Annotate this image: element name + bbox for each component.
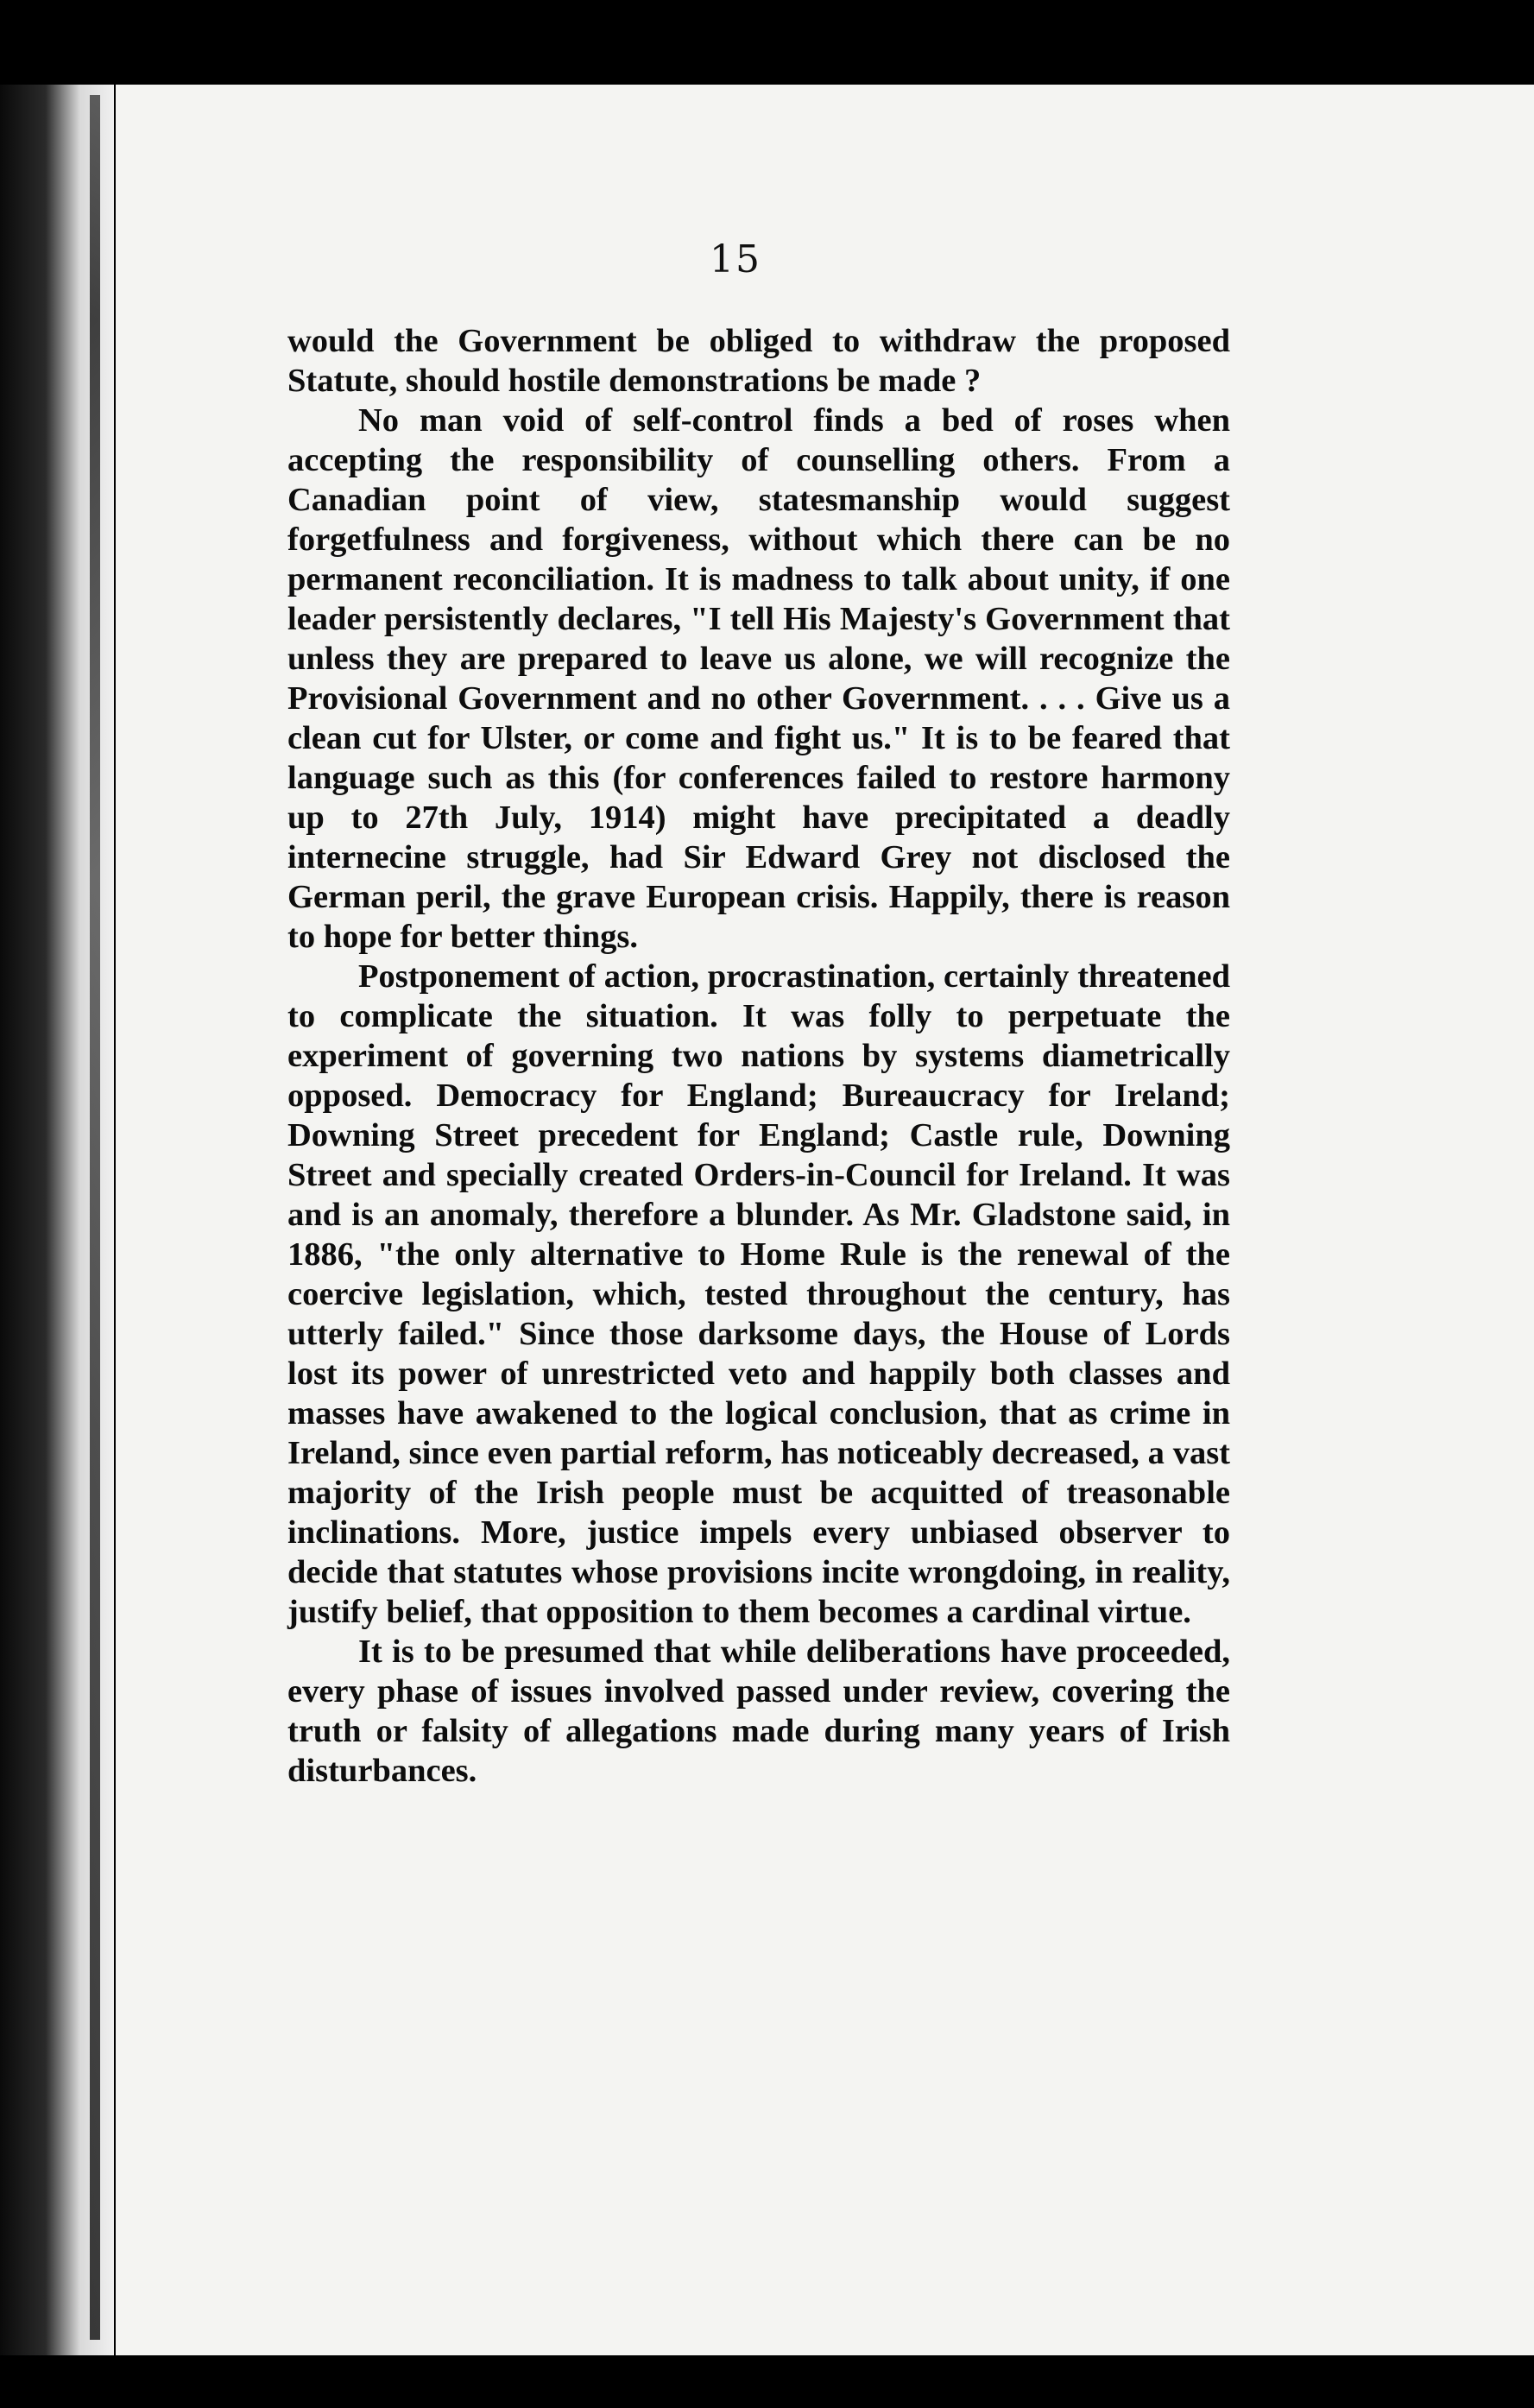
paragraph-2: No man void of self-control finds a bed of roses when accepting the responsibility of counselling others. From a Canadian point of view, statesmanship would suggest forgetfulness and forgiveness, without which there can be no permanent reconciliation. It is madness to talk about unity, if one leader persistently declares, "I tell His Majesty's Government that unless they are prepared to leave us alone, we will recognize the Provisional Government and no other Government. . . . Give us a clean cut for Ulster, or come and fight us." It is to be feared that language such as this (for conferences failed to restore harmony up to 27th July, 1914) might have precipitated a deadly internecine struggle, had Sir Edward Grey not disclosed the German peril, the grave European crisis. Happily, there is reason to hope for better things. xyxy=(287,402,1230,955)
page-body xyxy=(287,321,1230,1791)
binding-shadow xyxy=(90,95,100,2340)
paragraph-1: would the Government be obliged to withdraw the proposed Statute, should hostile demonstrations be made ? xyxy=(287,323,1230,399)
page-number: 15 xyxy=(710,237,761,281)
paragraph-4: It is to be presumed that while deliberations have proceeded, every phase of issues involved passed under review, covering the truth or falsity of allegations made during many years of Irish disturbances. xyxy=(287,1634,1230,1789)
paragraph-3: Postponement of action, procrastination, certainly threatened to complicate the situation. It was folly to perpetuate the experiment of governing two nations by systems diametrically opposed. Democracy for England; Bureaucracy for Ireland; Downing Street precedent for England; Castle rule, Downing Street and specially created Orders-in-Council for Ireland. It was and is an anomaly, therefore a blunder. As Mr. Gladstone said, in 1886, "the only alternative to Home Rule is the renewal of the coercive legislation, which, tested throughout the century, has utterly failed." Since those darksome days, the House of Lords lost its power of unrestricted veto and happily both classes and masses have awakened to the logical conclusion, that as crime in Ireland, since even partial reform, has noticeably decreased, a vast majority of the Irish people must be acquitted of treasonable inclinations. More, justice impels every unbiased observer to decide that statutes whose provisions incite wrongdoing, in reality, justify belief, that opposition to them becomes a cardinal virtue. xyxy=(287,958,1230,1630)
